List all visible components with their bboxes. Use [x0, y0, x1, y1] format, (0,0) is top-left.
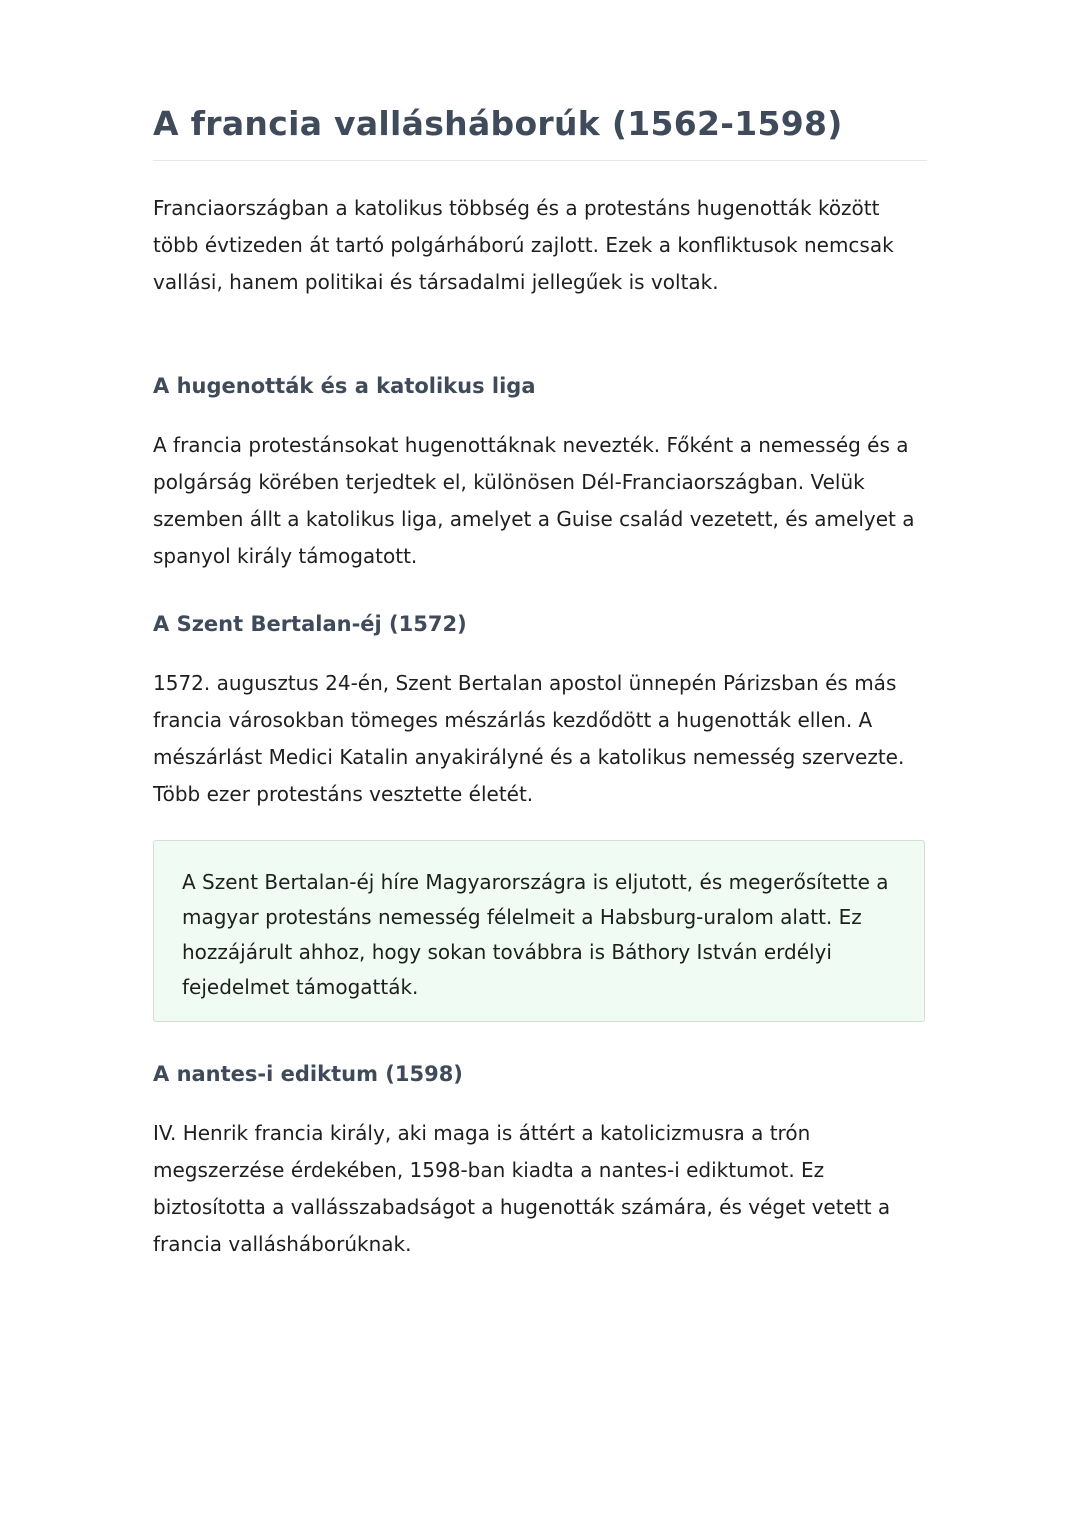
section-text: 1572. augusztus 24-én, Szent Bertalan apostol ünnepén Párizsban és más francia városokban tömeges mészárlás kezdődött a hugenották ellen. A mészárlást Medici Katalin anyakirályné és a katolikus nemesség szervezte. Több ezer protestáns vesztette életét.: [153, 671, 905, 806]
section-edict-of-nantes-body: [153, 1115, 927, 1263]
callout-text: A Szent Bertalan-éj híre Magyarországra is eljutott, és megerősítette a magyar protestáns nemesség félelmeit a Habsburg-uralom alatt. Ez hozzájárult ahhoz, hogy sokan továbbra is Báthory István erdélyi fejedelmet támogatták.: [182, 870, 889, 999]
title-divider: [153, 160, 927, 161]
page-title: A francia vallásháborúk (1562-1598): [153, 104, 843, 143]
callout-box: [153, 840, 925, 1022]
section-text: IV. Henrik francia király, aki maga is áttért a katolicizmusra a trón megszerzése érdekében, 1598-ban kiadta a nantes-i ediktumot. Ez biztosította a vallásszabadságot a hugenották számára, és véget vetett a francia vallásháborúknak.: [153, 1121, 891, 1256]
section-edict-of-nantes: [153, 1062, 927, 1086]
section-heading: A hugenották és a katolikus liga: [153, 374, 536, 398]
intro-paragraph: [153, 190, 927, 301]
section-st-bartholomew-body: [153, 665, 927, 813]
intro-text: Franciaországban a katolikus többség és a protestáns hugenották között több évtizeden át tartó polgárháború zajlott. Ezek a konfliktusok nemcsak vallási, hanem politikai és társadalmi jellegűek is voltak.: [153, 196, 894, 294]
section-huguenots-body: [153, 427, 927, 575]
section-text: A francia protestánsokat hugenottáknak nevezték. Főként a nemesség és a polgárság körében terjedtek el, különösen Dél-Franciaországban. Velük szemben állt a katolikus liga, amelyet a Guise család vezetett, és amelyet a spanyol király támogatott.: [153, 433, 915, 568]
section-heading: A nantes-i ediktum (1598): [153, 1062, 463, 1086]
section-heading: A Szent Bertalan-éj (1572): [153, 612, 467, 636]
section-st-bartholomew: [153, 612, 927, 636]
section-huguenots: [153, 374, 927, 398]
